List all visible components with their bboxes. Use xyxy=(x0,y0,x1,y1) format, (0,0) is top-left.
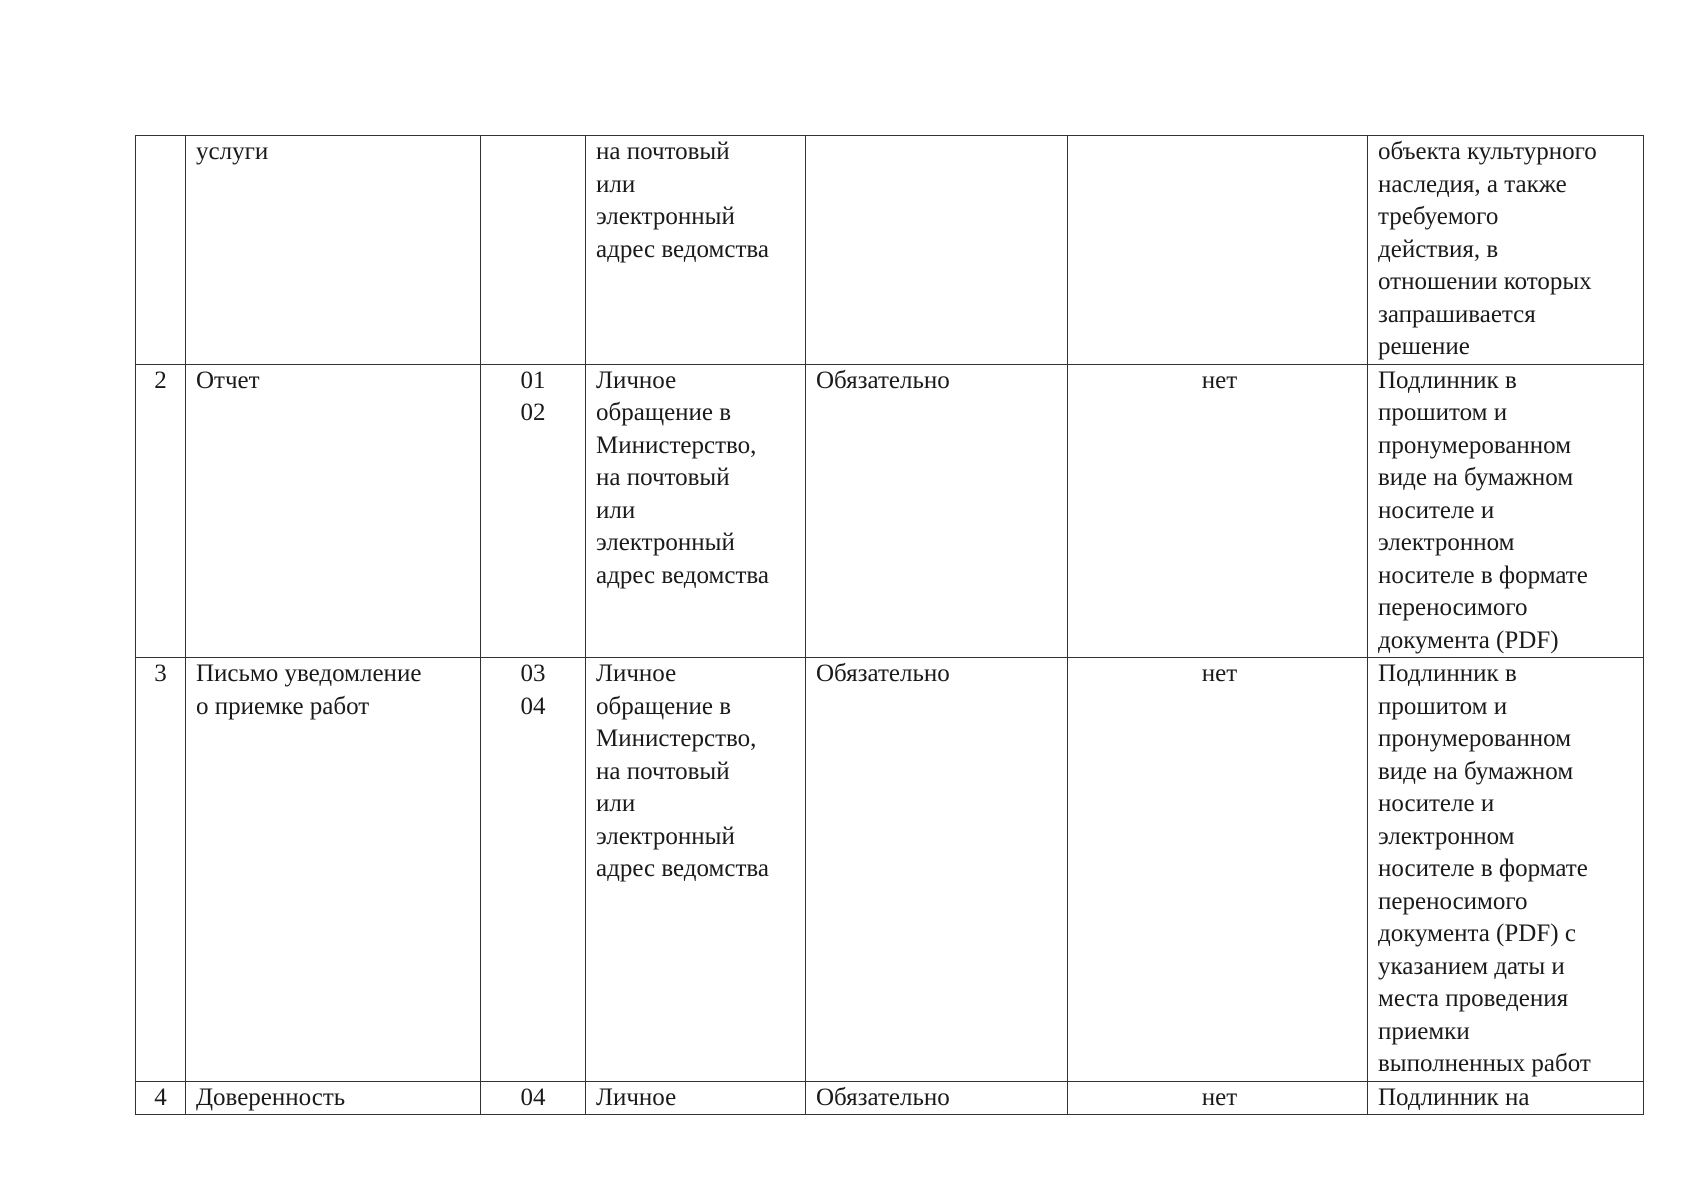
requirement-status xyxy=(806,136,1068,365)
flag-value: нет xyxy=(1068,658,1368,1082)
requirement-status: Обязательно xyxy=(806,364,1068,658)
row-number xyxy=(136,136,186,365)
document-codes: 03 04 xyxy=(481,658,586,1082)
document-requirements: Подлинник на xyxy=(1368,1081,1644,1115)
document-codes: 04 xyxy=(481,1081,586,1115)
document-requirements: Подлинник в прошитом и пронумерованном виде на бумажном носителе и электронном носителе в формате переносимого документа (PDF) с указанием даты и места проведения приемки выполненных работ xyxy=(1368,658,1644,1082)
table-row xyxy=(136,1081,1644,1115)
document-codes xyxy=(481,136,586,365)
document-name: услуги xyxy=(186,136,481,365)
table-row xyxy=(136,658,1644,1082)
document-requirements: объекта культурного наследия, а также требуемого действия, в отношении которых запрашивается решение xyxy=(1368,136,1644,365)
table-row xyxy=(136,136,1644,365)
requirement-status: Обязательно xyxy=(806,1081,1068,1115)
row-number: 2 xyxy=(136,364,186,658)
document-name: Отчет xyxy=(186,364,481,658)
row-number: 4 xyxy=(136,1081,186,1115)
flag-value xyxy=(1068,136,1368,365)
submission-method: Личное xyxy=(586,1081,806,1115)
flag-value: нет xyxy=(1068,1081,1368,1115)
submission-method: Личное обращение в Министерство, на почтовый или электронный адрес ведомства xyxy=(586,364,806,658)
flag-value: нет xyxy=(1068,364,1368,658)
documents-table xyxy=(135,135,1644,1115)
document-codes: 01 02 xyxy=(481,364,586,658)
submission-method: на почтовый или электронный адрес ведомства xyxy=(586,136,806,365)
row-number: 3 xyxy=(136,658,186,1082)
table-row xyxy=(136,364,1644,658)
requirement-status: Обязательно xyxy=(806,658,1068,1082)
submission-method: Личное обращение в Министерство, на почтовый или электронный адрес ведомства xyxy=(586,658,806,1082)
document-name: Доверенность xyxy=(186,1081,481,1115)
document-requirements: Подлинник в прошитом и пронумерованном виде на бумажном носителе и электронном носителе в формате переносимого документа (PDF) xyxy=(1368,364,1644,658)
document-name: Письмо уведомление о приемке работ xyxy=(186,658,481,1082)
